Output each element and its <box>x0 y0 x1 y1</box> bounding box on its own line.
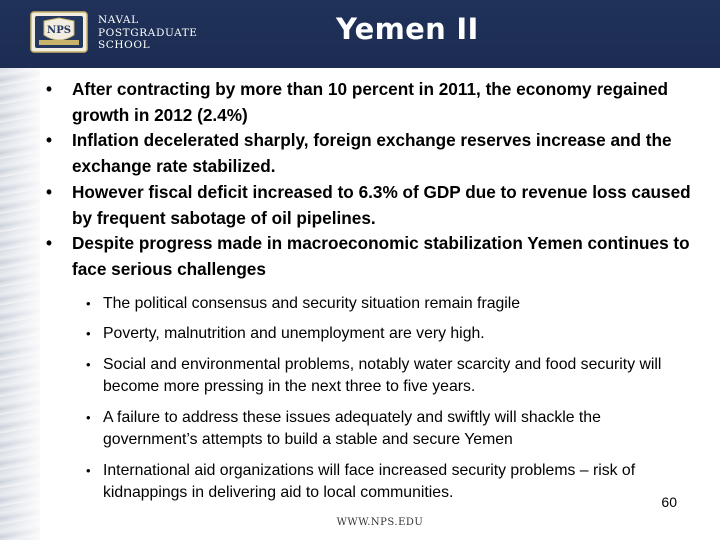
sub-bullet-item <box>86 354 696 399</box>
bullet-glyph: • <box>86 356 91 372</box>
wordmark-line: NAVAL <box>98 14 139 26</box>
sub-bullet-text: The political consensus and security situation remain fragile <box>103 294 521 312</box>
sub-bullet-item <box>86 323 696 346</box>
bullet-glyph: • <box>86 462 91 478</box>
bullet-glyph: • <box>46 233 53 254</box>
slide-header <box>0 0 720 68</box>
slide-body <box>46 77 696 513</box>
bullet-glyph: • <box>46 79 53 99</box>
sub-bullet-text: International aid organizations will face increased security problems – risk of kidnappings in delivering aid to local communities. <box>103 461 636 502</box>
sub-bullet-text: A failure to address these issues adequately and swiftly will shackle the government’s attempts to build a stable and secure Yemen <box>103 408 601 449</box>
main-bullet-text: However fiscal deficit increased to 6.3% of GDP due to revenue loss caused by frequent sabotage of oil pipelines. <box>72 181 691 228</box>
school-wordmark <box>98 14 198 52</box>
bullet-glyph: • <box>46 130 53 151</box>
bullet-glyph: • <box>86 326 91 342</box>
footer-url: WWW.NPS.EDU <box>336 517 424 528</box>
main-bullet-item <box>46 231 696 282</box>
wordmark-line: POSTGRADUATE <box>98 26 198 39</box>
main-bullet-item <box>46 128 696 179</box>
logo-text: NPS <box>47 25 71 36</box>
bullet-glyph: • <box>46 181 53 202</box>
bullet-glyph: • <box>86 295 91 311</box>
sub-bullet-item <box>86 293 696 316</box>
bullet-glyph: • <box>86 409 91 425</box>
main-bullet-text: After contracting by more than 10 percent in 2011, the economy regained growth in 2012 (2.4%) <box>72 79 668 125</box>
wordmark-line: SCHOOL <box>98 39 151 51</box>
page-number: 60 <box>661 494 677 510</box>
main-bullet-text: Inflation decelerated sharply, foreign exchange reserves increase and the exchange rate stabilized. <box>72 130 672 177</box>
sub-bullet-item <box>86 407 696 452</box>
sub-bullet-text: Social and environmental problems, notably water scarcity and food security will become more pressing in the next three to five years. <box>103 355 662 396</box>
sub-bullet-item <box>86 460 696 505</box>
sub-bullet-list <box>86 293 696 505</box>
main-bullet-item <box>46 77 696 128</box>
slide-title: Yemen II <box>336 12 479 46</box>
nps-logo-icon <box>30 11 88 53</box>
main-bullet-item <box>46 180 696 231</box>
sub-bullet-text: Poverty, malnutrition and unemployment are very high. <box>103 325 485 343</box>
main-bullet-list <box>46 77 696 283</box>
main-bullet-text: Despite progress made in macroeconomic stabilization Yemen continues to face serious challenges <box>72 233 690 279</box>
campus-photo-strip <box>0 68 40 540</box>
